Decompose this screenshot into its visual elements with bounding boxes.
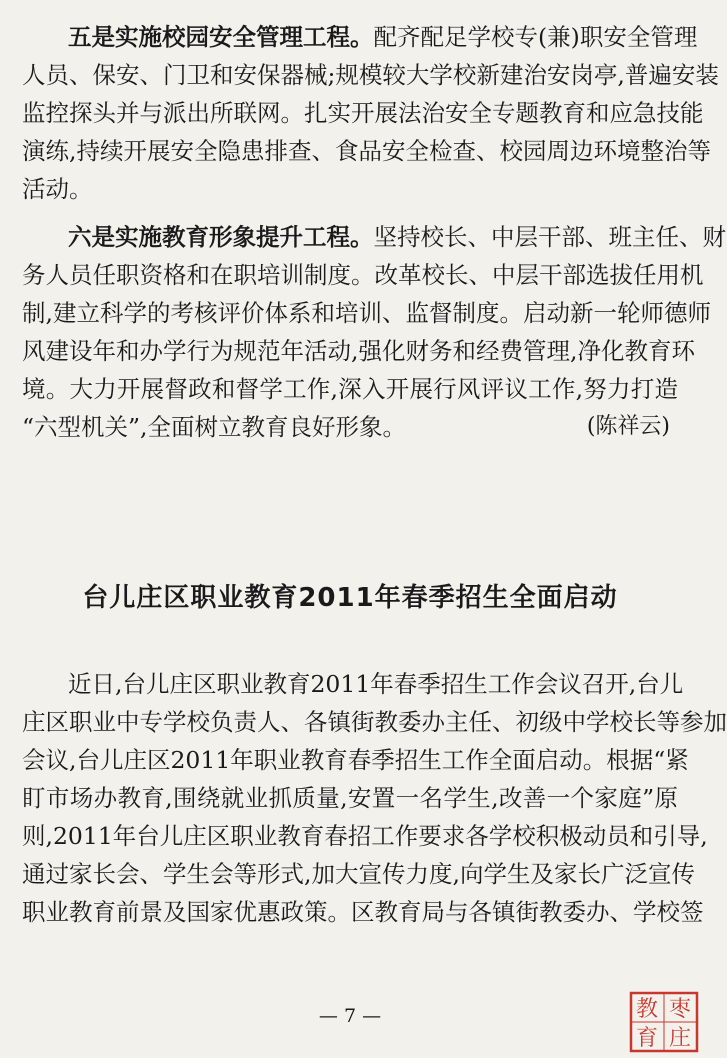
seal-char-2: 庄 bbox=[668, 1026, 692, 1051]
section6-lead: 六是实施教育形象提升工程。 bbox=[68, 223, 374, 251]
section6-line-4: 风建设年和办学行为规范年活动,强化财务和经费管理,净化教育环 bbox=[22, 337, 695, 365]
section5-line-5: 活动。 bbox=[22, 175, 93, 203]
section5-line-1-text: 配齐配足学校专(兼)职安全管理 bbox=[373, 23, 698, 51]
section5-line-3: 监控探头并与派出所联网。扎实开展法治安全专题教育和应急技能 bbox=[22, 99, 704, 127]
section6-line-2: 务人员任职资格和在职培训制度。改革校长、中层干部选拔任用机 bbox=[22, 261, 704, 289]
section6-line-5: 境。大力开展督政和督学工作,深入开展行风评议工作,努力打造 bbox=[22, 375, 678, 403]
section6-line-6: “六型机关”,全面树立教育良好形象。 bbox=[22, 413, 406, 441]
seal-char-1: 枣 bbox=[668, 997, 692, 1022]
seal-char-4: 育 bbox=[635, 1026, 659, 1051]
section6-line-3: 制,建立科学的考核评价体系和培训、监督制度。启动新一轮师德师 bbox=[22, 299, 711, 327]
page-number: — 7 — bbox=[318, 1005, 382, 1027]
article-line-3: 会议,台儿庄区2011年职业教育春季招生工作全面启动。根据“紧 bbox=[22, 746, 689, 774]
article-line-7: 职业教育前景及国家优惠政策。区教育局与各镇街教委办、学校签 bbox=[22, 898, 704, 926]
section5-line-2: 人员、保安、门卫和安保器械;规模较大学校新建治安岗亭,普遍安装 bbox=[22, 61, 719, 89]
seal-char-3: 教 bbox=[635, 997, 659, 1022]
section5-line-1 bbox=[68, 18, 698, 56]
article-line-2: 庄区职业中专学校负责人、各镇街教委办主任、初级中学校长等参加 bbox=[22, 708, 727, 736]
author-byline: (陈祥云) bbox=[586, 414, 670, 439]
section5-line-4: 演练,持续开展安全隐患排查、食品安全检查、校园周边环境整治等 bbox=[22, 137, 711, 165]
article-line-1: 近日,台儿庄区职业教育2011年春季招生工作会议召开,台儿 bbox=[68, 670, 684, 698]
section5-lead: 五是实施校园安全管理工程。 bbox=[68, 23, 374, 51]
section6-line-1 bbox=[68, 218, 726, 256]
article-line-4: 盯市场办教育,围绕就业抓质量,安置一名学生,改善一个家庭”原 bbox=[22, 784, 678, 812]
article-line-5: 则,2011年台儿庄区职业教育春招工作要求各学校积极动员和引导, bbox=[22, 822, 708, 850]
seal-stamp-icon bbox=[628, 990, 700, 1054]
article-title: 台儿庄区职业教育2011年春季招生全面启动 bbox=[82, 583, 618, 613]
article-line-6: 通过家长会、学生会等形式,加大宣传力度,向学生及家长广泛宣传 bbox=[22, 860, 695, 888]
section6-line-1-text: 坚持校长、中层干部、班主任、财 bbox=[373, 223, 726, 251]
